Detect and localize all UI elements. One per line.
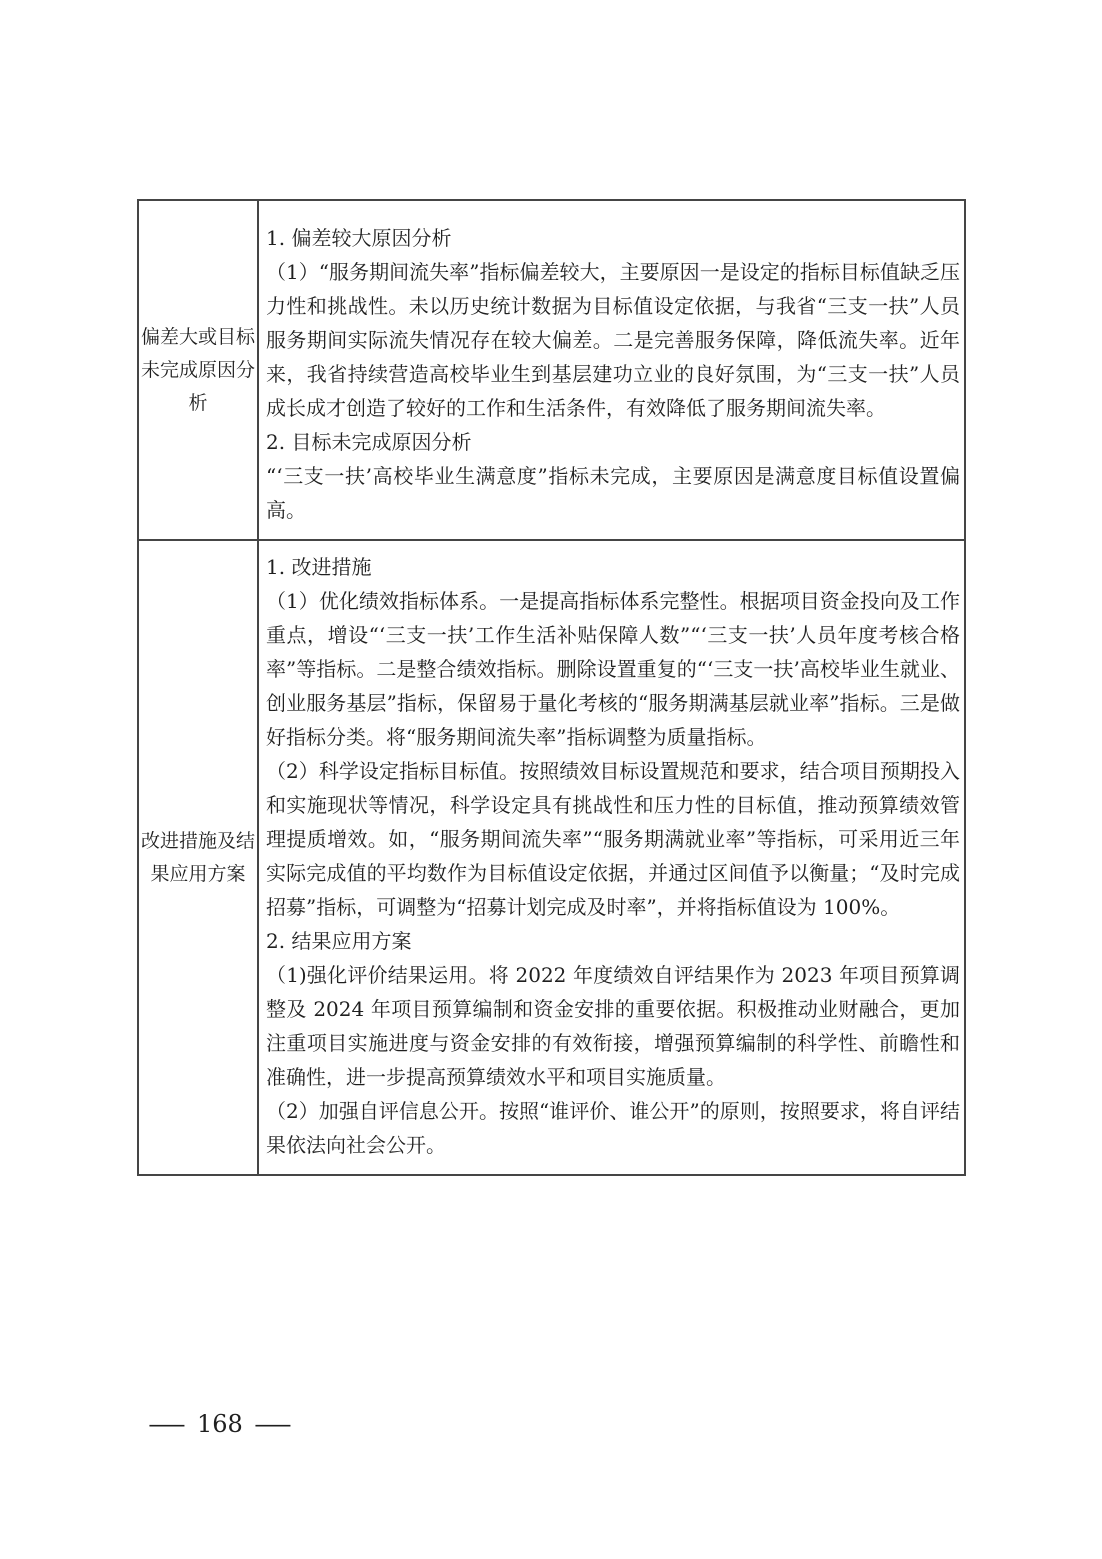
paragraph: （2）科学设定指标目标值。按照绩效目标设置规范和要求，结合项目预期投入和实施现状等情况，科学设定具有挑战性和压力性的目标值，推动预算绩效管理提质增效。如，“服务期间流失率”“服务期满就业率”等指标，可采用近三年实际完成值的平均数作为目标值设定依据，并通过区间值予以衡量；“及时完成招募”指标，可调整为“招募计划完成及时率”，并将指标值设为 100%。 — [266, 759, 960, 919]
page-number-dash-left: — — [147, 1410, 187, 1438]
paragraph: （1)强化评价结果运用。将 2022 年度绩效自评结果作为 2023 年项目预算调整及 2024 年项目预算编制和资金安排的重要依据。积极推动业财融合，更加注重项目实施进度与资金安排的有效衔接，增强预算编制的科学性、前瞻性和准确性，进一步提高预算绩效水平和项目实施质量。 — [266, 963, 960, 1089]
paragraph: （1）“服务期间流失率”指标偏差较大，主要原因一是设定的指标目标值缺乏压力性和挑战性。未以历史统计数据为目标值设定依据，与我省“三支一扶”人员服务期间实际流失情况存在较大偏差。二是完善服务保障，降低流失率。近年来，我省持续营造高校毕业生到基层建功立业的良好氛围，为“三支一扶”人员成长成才创造了较好的工作和生活条件，有效降低了服务期间流失率。 — [266, 260, 960, 420]
table-row-deviation-analysis — [139, 201, 964, 539]
paragraph: （1）优化绩效指标体系。一是提高指标体系完整性。根据项目资金投向及工作重点，增设“‘三支一扶’工作生活补贴保障人数”“‘三支一扶’人员年度考核合格率”等指标。二是整合绩效指标。删除设置重复的“‘三支一扶’高校毕业生就业、创业服务基层”指标，保留易于量化考核的“服务期满基层就业率”指标。三是做好指标分类。将“服务期间流失率”指标调整为质量指标。 — [266, 589, 960, 749]
paragraph: （2）加强自评信息公开。按照“谁评价、谁公开”的原则，按照要求，将自评结果依法向社会公开。 — [266, 1099, 960, 1157]
page-number-dash-right: — — [253, 1410, 293, 1438]
paragraph: 2. 目标未完成原因分析 — [266, 430, 472, 454]
paragraph: “‘三支一扶’高校毕业生满意度”指标未完成，主要原因是满意度目标值设置偏高。 — [266, 464, 960, 522]
paragraph: 1. 改进措施 — [266, 555, 372, 579]
page-number-value: 168 — [197, 1410, 243, 1438]
row-content-deviation-analysis — [259, 201, 964, 539]
performance-evaluation-table — [137, 199, 966, 1176]
paragraph: 1. 偏差较大原因分析 — [266, 226, 452, 250]
row-content-improvement-measures — [259, 541, 964, 1174]
row-header-improvement-measures: 改进措施及结果应用方案 — [139, 541, 259, 1174]
page-number — [147, 1410, 293, 1438]
table-row-improvement-measures — [139, 539, 964, 1174]
paragraph: 2. 结果应用方案 — [266, 929, 412, 953]
row-header-deviation-analysis: 偏差大或目标未完成原因分析 — [139, 201, 259, 539]
